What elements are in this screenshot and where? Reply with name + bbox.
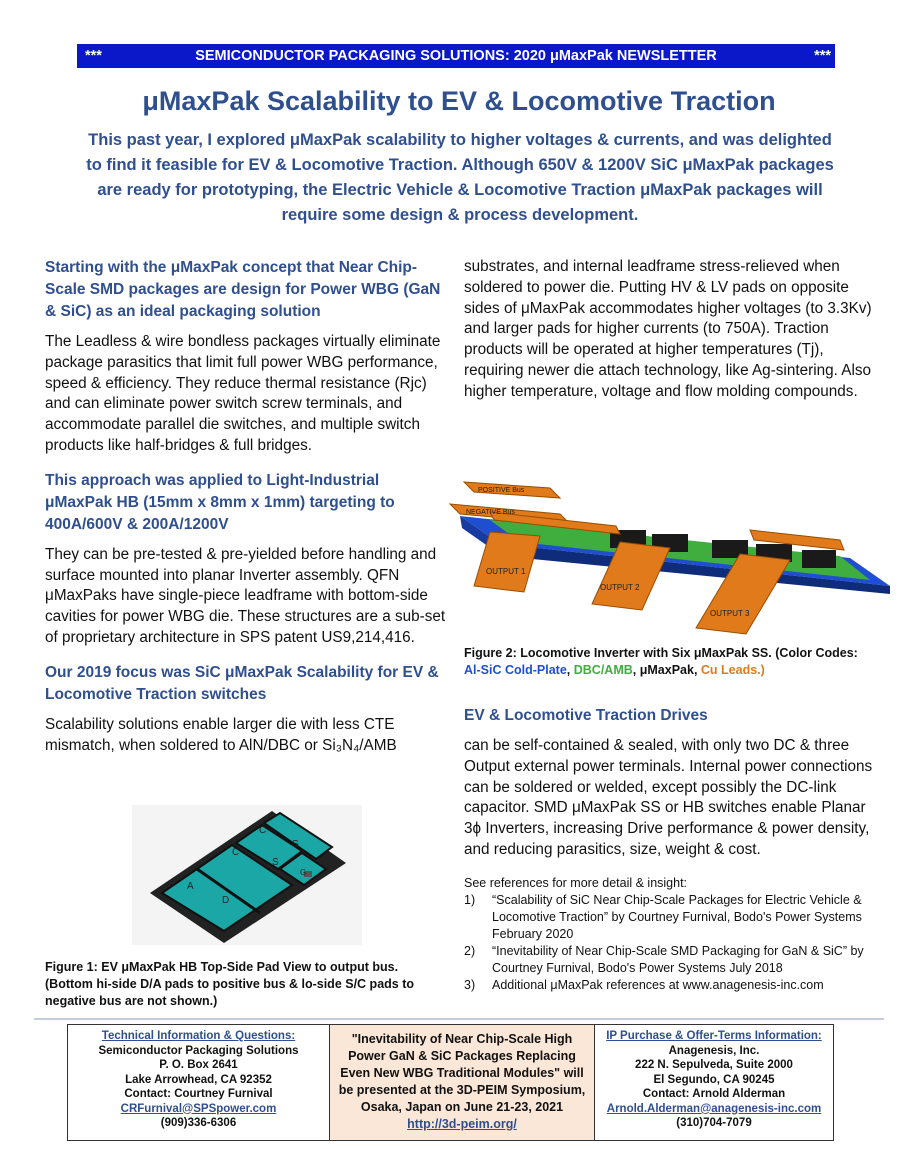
color-code-plate: Al-SiC Cold-Plate xyxy=(464,663,567,677)
footer-left-line: Lake Arrowhead, CA 92352 xyxy=(125,1073,272,1086)
fig2-label-output-3: OUTPUT 3 xyxy=(710,609,750,618)
paragraph-pretested: They can be pre-tested & pre-yielded before handling and surface mounted into planar Inverter assembly. QFN μMaxPaks have single-piece leadframe with bottom-side cavities for power WBG die. These structures are a sub-set of proprietary architecture in SPS patent US9,214,416. xyxy=(45,545,446,646)
footer-right-line: Anagenesis, Inc. xyxy=(668,1044,760,1057)
section-heading-approach: This approach was applied to Light-Industrial μMaxPak HB (15mm x 8mm x 1mm) targeting to 400A/600V & 200A/1200V xyxy=(45,471,395,533)
paragraph-leadless: The Leadless & wire bondless packages virtually eliminate package parasitics that limit full power WBG performance, speed & efficiency. They reduce thermal resistance (Rjc) and can eliminate power switch screw terminals, and accommodate parallel die switches, and multiple switch products like half-bridges & full bridges. xyxy=(45,333,441,454)
reference-item: 1) “Scalability of SiC Near Chip-Scale Packages for Electric Vehicle & Locomotive Traction” by Courtney Furnival, Bodo's Power Systems February 2020 xyxy=(464,892,862,941)
paragraph-scalability: Scalability solutions enable larger die with less CTE mismatch, when soldered to AlN/DBC or Si₃N₄/AMB xyxy=(45,715,397,754)
section-heading-2019-focus: Our 2019 focus was SiC μMaxPak Scalability for EV & Locomotive Traction switches xyxy=(45,663,439,703)
fig1-label-c1: C xyxy=(259,825,267,836)
fig1-label-g: G xyxy=(300,868,307,877)
left-column xyxy=(45,257,453,756)
fig2-label-output-1: OUTPUT 1 xyxy=(486,567,526,576)
footer-left-email-link[interactable]: CRFurnival@SPSpower.com xyxy=(120,1102,277,1115)
footer-contact-box xyxy=(67,1024,834,1141)
fig1-label-d: D xyxy=(222,895,230,906)
reference-item: 3) Additional μMaxPak references at www.anagenesis-inc.com xyxy=(464,977,824,992)
footer-left-line: Semiconductor Packaging Solutions xyxy=(98,1044,299,1057)
footer-left-line: P. O. Box 2641 xyxy=(159,1059,238,1071)
page-title: μMaxPak Scalability to EV & Locomotive Traction xyxy=(142,86,776,116)
footer-middle-text: "Inevitability of Near Chip-Scale High Power GaN & SiC Packages Replacing Even New WBG Traditional Modules" will be presented at the 3D-PEIM Symposium, Osaka, Japan on June 21-23, 2021 xyxy=(338,1032,586,1114)
reference-item: 2) “Inevitability of Near Chip-Scale SMD Packaging for GaN & SiC” by Courtney Furnival, Bodo's Power Systems July 2018 xyxy=(464,943,864,975)
figure-1-pad-view xyxy=(132,805,362,945)
fig1-label-a: A xyxy=(187,881,194,892)
footer-left-heading: Technical Information & Questions: xyxy=(101,1030,296,1042)
figure-1-caption: Figure 1: EV μMaxPak HB Top-Side Pad View to output bus. (Bottom hi-side D/A pads to positive bus & lo-side S/C pads to negative bus are not shown.) xyxy=(45,960,415,1008)
references-list xyxy=(464,892,874,994)
footer-right-phone: (310)704-7079 xyxy=(676,1117,752,1129)
footer-right-line: Contact: Arnold Alderman xyxy=(642,1088,786,1100)
footer-technical-info xyxy=(68,1025,330,1140)
fig1-label-c2: C xyxy=(232,847,240,858)
fig2-label-negative: NEGATIVE Bus xyxy=(466,509,515,516)
paragraph-self-contained: can be self-contained & sealed, with only two DC & three Output external power terminals. Internal power connections can be soldered or welded, except possibly the DC-link capacitor. SMD μMaxPak SS or HB switches enable Planar 3ϕ Inverters, increasing Drive performance & power density, and reducing parasitics, size, weight & cost. xyxy=(464,737,873,858)
section-heading-concept: Starting with the μMaxPak concept that Near Chip-Scale SMD packages are design for Power WBG (GaN & SiC) as an ideal packaging solution xyxy=(45,259,441,320)
color-code-leads: Cu Leads.) xyxy=(700,663,765,677)
footer-symposium-link[interactable]: http://3d-peim.org/ xyxy=(407,1117,517,1131)
footer-left-phone: (909)336-6306 xyxy=(160,1117,237,1129)
footer-right-heading: IP Purchase & Offer-Terms Information: xyxy=(606,1030,822,1042)
footer-right-email-link[interactable]: Arnold.Alderman@anagenesis-inc.com xyxy=(606,1102,822,1115)
fig1-label-s2: S xyxy=(272,857,279,868)
footer-right-line: El Segundo, CA 90245 xyxy=(653,1073,775,1086)
newsletter-banner xyxy=(77,44,835,68)
fig2-label-positive: POSITIVE Bus xyxy=(478,487,525,494)
paragraph-substrates: substrates, and internal leadframe stress-relieved when soldered to power die. Putting HV & LV pads on opposite sides of μMaxPak accommodates higher voltages (to 3.3Kv) and larger pads for higher currents (to 750A). Traction products will be operated at higher temperatures (Tj), requiring newer die attach technology, like Ag-sintering. Also higher temperature, voltage and flow molding compounds. xyxy=(464,258,872,400)
color-code-dbc: DBC/AMB xyxy=(573,663,633,677)
right-column-bottom xyxy=(464,705,874,994)
right-column-top xyxy=(464,257,874,403)
footer-ip-purchase xyxy=(595,1025,833,1140)
footer-left-line: Contact: Courtney Furnival xyxy=(124,1088,273,1100)
banner-stars-right: *** xyxy=(814,48,831,64)
references-intro: See references for more detail & insight: xyxy=(464,875,688,890)
footer-right-line: 222 N. Sepulveda, Suite 2000 xyxy=(635,1059,793,1071)
banner-stars-left: *** xyxy=(85,48,102,64)
figure-2-inverter xyxy=(420,470,890,640)
figure-2-caption-text: Figure 2: Locomotive Inverter with Six μMaxPak SS. (Color Codes: xyxy=(464,646,858,660)
section-heading-traction-drives: EV & Locomotive Traction Drives xyxy=(464,707,708,724)
footer-divider xyxy=(34,1018,884,1020)
intro-paragraph: This past year, I explored μMaxPak scalability to higher voltages & currents, and was delighted to find it feasible for EV & Locomotive Traction. Although 650V & 1200V SiC μMaxPak packages are ready for prototyping, the Electric Vehicle & Locomotive Traction μMaxPak packages will require some design & process development. xyxy=(86,131,834,224)
footer-symposium-notice xyxy=(330,1025,595,1140)
color-code-pak: μMaxPak xyxy=(639,663,694,677)
fig1-label-s1: S xyxy=(292,839,299,850)
figure-2-caption: Figure 2: Locomotive Inverter with Six μMaxPak SS. (Color Codes: Al-SiC Cold-Plate, DBC/AMB, μMaxPak, Cu Leads.) xyxy=(464,646,858,677)
fig2-label-output-2: OUTPUT 2 xyxy=(600,583,640,592)
banner-text: SEMICONDUCTOR PACKAGING SOLUTIONS: 2020 μMaxPak NEWSLETTER xyxy=(195,48,717,64)
